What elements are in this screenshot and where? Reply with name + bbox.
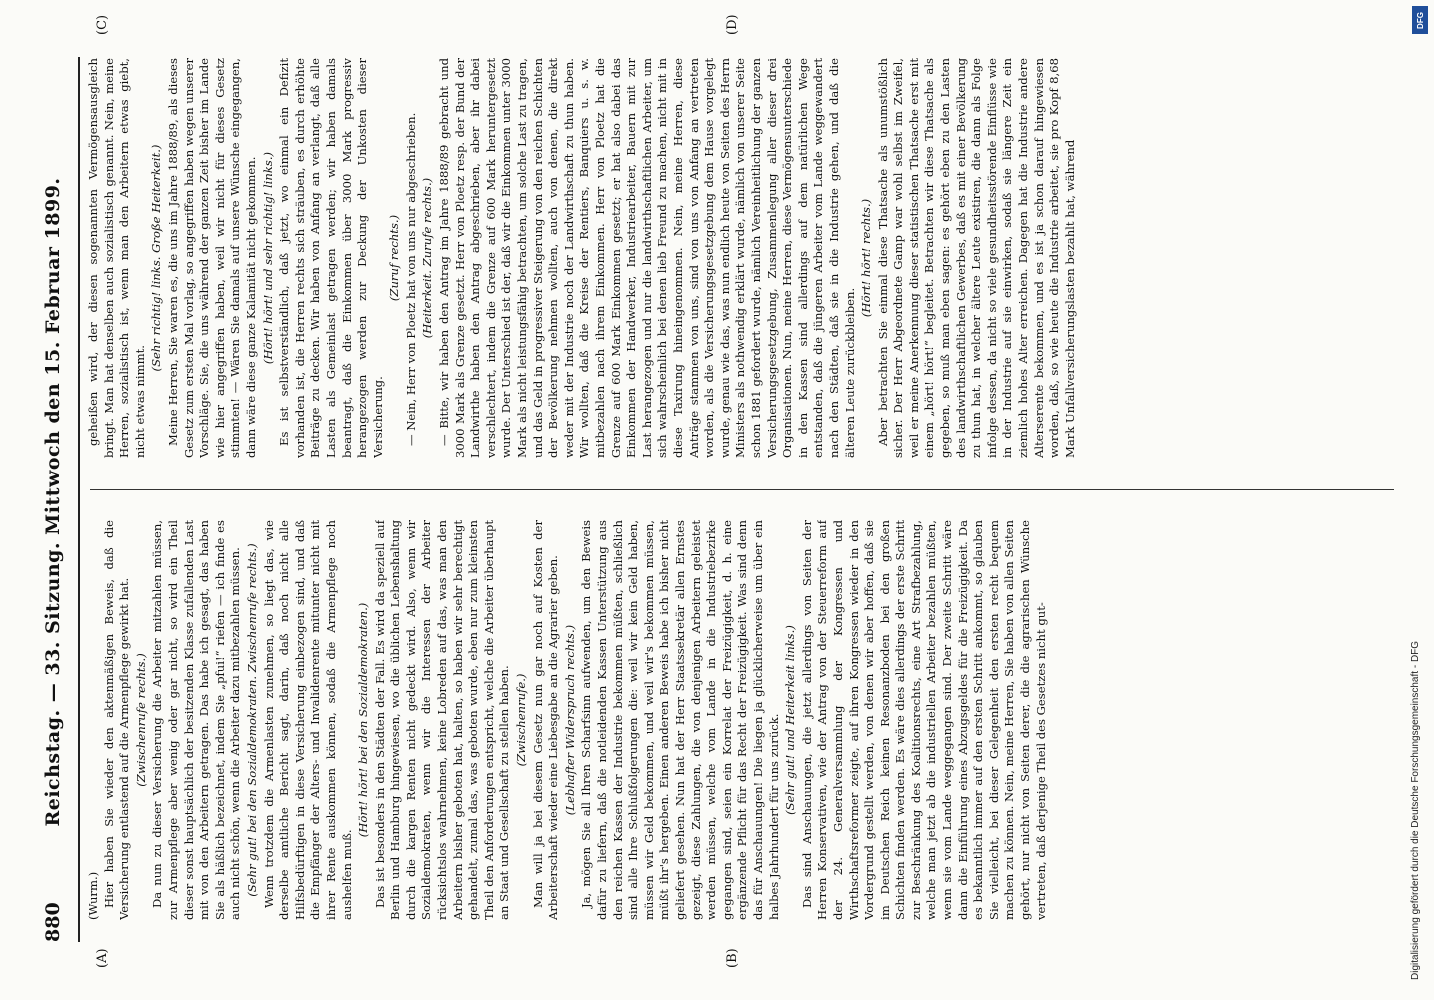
interjection: (Zuruf rechts.) [387, 214, 402, 302]
paragraph: — Nein, Herr von Ploetz hat von uns nur abgeschrieben. [403, 112, 418, 446]
paragraph: Das ist besonders in den Städten der Fall. Es wird da speziell auf Berlin und Hamburg hingewiesen, wo die üblichen Lebenshaltung durch die kargen Renten nicht gedeckt wird. Also, wenn wir Sozialdemokraten, wenn wir die Interessen der Arbeiter rücksichtslos wahrnehmen, keine Lobreden auf das, was man den Arbeitern bisher geboten hat, halten, so haben wir sehr berechtigt gehandelt, zumal das, was geboten wurde, eben nur zum kleinsten Theil den Anforderungen entspricht, welche die Arbeiter überhaupt an Staat und Gesellschaft zu stellen haben. [372, 520, 512, 920]
margin-marker-a: (A) [95, 948, 110, 968]
dfg-logo-text: DFG [1415, 11, 1425, 29]
paragraph: Hier haben Sie wieder den aktenmäßigen Beweis, daß die Versicherung entlastend auf die Armenpflege gewirkt hat. [101, 520, 132, 920]
right-column [86, 58, 1410, 458]
paragraph: Es ist selbstverständlich, daß jetzt, wo einmal ein Defizit vorhanden ist, die Herren rechts sich sträuben, es durch erhöhte Beiträge zu decken. Wir haben von Anfang an verlangt, daß alle Lasten als Gemeinlast getragen werden; wir haben damals beantragt, daß die Einkommen über 3000 Mark progressiv herangezogen werden zur Deckung der Unkosten dieser Versicherung. [277, 58, 385, 458]
interjection: (Heiterkeit. Zurufe rechts.) [420, 177, 435, 339]
paragraph: Wenn trotzdem die Armenlasten zunehmen, so liegt das, wie derselbe amtliche Bericht sagt, darin, daß noch nicht alle Hilfsbedürftigen in diese Versicherung einbezogen sind, und daß die Empfänger der Alters- und Invalidenrente mitunter nicht mit ihrer Rente auskommen können, sodaß die Armenpflege noch aushelfen muß. [261, 520, 354, 920]
column-divider [90, 489, 1394, 490]
interjection: (Sehr richtig! links. Große Heiterkeit.) [149, 144, 164, 372]
interjection: (Sehr gut! und Heiterkeit links.) [783, 625, 798, 815]
page-number: 880 [42, 902, 64, 942]
header-rule [78, 57, 80, 942]
paragraph: Das sind Anschauungen, die jetzt allerdings von Seiten der Herren Konservativen, wie der Antrag von der Steuerreform auf der 24. Generalversammlung der Kongressen und Wirthschaftsreformer zeigte, auf ihren Kongressen wieder in den Vordergrund gestellt werden, von denen wir aber hoffen, daß sie im Deutschen Reich keinen Resonanzboden bei den großen Schichten finden werden. Es wäre dies allerdings der erste Schritt zur Beschränkung des Koalitionsrechts, eine Art Strafbezahlung, welche man jetzt ab die industriellen Arbeiter bezahlen müßten, wenn sie vom Lande weggegangen sind. Der zweite Schritt wäre dann die Einführung eines Abzugsgeldes für die Freizügigkeit. Da es bekanntlich immer auf den ersten Schritt ankommt, so glauben Sie vielleicht, bei dieser Gelegenheit den ersten recht bequem machen zu können. Nein, meine Herren, Sie haben von allen Seiten gehört, nur nicht von Seiten derer, die die agrarischen Wünsche vertreten, daß derjenige Theil des Gesetzes nicht gut- [799, 520, 1048, 920]
left-column [86, 520, 1410, 920]
digitization-note [1406, 0, 1434, 1000]
interjection: (Zwischenrufe.) [514, 673, 529, 767]
margin-marker-c: (C) [95, 14, 110, 35]
running-head: Reichstag. — 33. Sitzung. Mittwoch den 15. Februar 1899. [42, 177, 64, 827]
speaker-name: (Wurm.) [86, 871, 100, 920]
dfg-logo [1412, 6, 1428, 34]
paragraph: Ja, mögen Sie all Ihren Scharfsinn aufwenden, um den Beweis dafür zu liefern, daß die notleidenden Kassen Unterstützung aus den reichen Kassen der Industrie bekommen müßten, schließlich sind alle Ihre Schlußfolgerungen die: weil wir kein Geld haben, müssen wir Geld bekommen, und weil wir's bekommen müssen, müßt ihr's hergeben. Einen anderen Beweis habe ich bisher nicht geliefert gesehen. Nun hat der Herr Staatssekretär allen Ernstes gezeigt, diese Zahlungen, die von denjenigen Arbeitern geleistet werden müssen, welche vom Lande in die Industriebezirke gegangen sind, seien ein Korrelat der Freizügigkeit, d. h. eine ergänzende Pflicht für das Recht der Freizügigkeit. Was sind denn das für Anschauungen! Die liegen ja glücklicherweise um über ein halbes Jahrhundert für uns zurück. [579, 520, 781, 920]
interjection: (Zwischenrufe rechts.) [133, 653, 148, 787]
margin-marker-b: (B) [725, 948, 740, 968]
paragraph: geheißen wird, der diesen sogenannten Vermögensausgleich bringt. Man hat denselben auch sozialistisch genannt. Nein, meine Herren, sozialistisch ist, wenn man den Arbeitern etwas giebt, nicht etwas nimmt. [86, 58, 147, 458]
paragraph: — Bitte, wir haben den Antrag im Jahre 1888/89 gebracht und 3000 Mark als Grenze gesetzt. Herr von Ploetz resp. der Bund der Landwirthe haben den Antrag abgeschrieben, aber ihr dabei verschlechtert, indem die Grenze auf 600 Mark heruntergesetzt wurde. Der Unterschied ist der, daß wir die Einkommen unter 3000 Mark als nicht leistungsfähig betrachten, um solche Last zu tragen, und das Geld in progressiver Steigerung von den reichen Schichten der Bevölkerung nehmen wollten, auch von denen, die direkt weder mit der Industrie noch der Landwirthschaft zu thun haben. Wir wollten, daß die Kreise der Rentiers, Banquiers u. s. w. mitbezahlen nach ihrem Einkommen. Herr von Ploetz hat die Grenze auf 600 Mark Einkommen gesetzt; er hat also dabei das Einkommen der Handwerker, Industriearbeiter, Bauern mit zur Last herangezogen und nur die landwirthschaftlichen Arbeiter, um sich wahrscheinlich bei denen lieb Freund zu machen, nicht mit in diese Taxirung hineingenommen. Nein, meine Herren, diese Anträge stammen von uns, sind von uns von Anfang an vertreten worden, als die Versicherungsgesetzgebung dem Hause vorgelegt wurde, genau wie das, was nun endlich heute von Seiten des Herrn Ministers als nothwendig erklärt wurde, nämlich von unserer Seite schon 1881 gefordert wurde, nämlich Vereinheitlichung der ganzen Versicherungsgesetzgebung, Zusammenlegung aller dieser drei Organisationen. Nun, meine Herren, diese Vermögensunterschiede in den Kassen sind allerdings auf dem natürlichen Wege entstanden, daß die jüngeren Arbeiter vom Lande weggewandert nach den Städten, daß sie in die Industrie gehen, und daß die älteren Leute zurückbleiben. [437, 58, 857, 458]
page-header [42, 62, 72, 942]
paragraph: Da nun zu dieser Versicherung die Arbeiter mitzahlen müssen, zur Armenpflege aber wenig oder gar nicht, so wird ein Theil dieser sonst hauptsächlich der besitzenden Klasse zufallenden Last mit von den Arbeitern getragen. Das habe ich gesagt, das haben Sie als häßlich bezeichnet, indem Sie „pfui!“ riefen — ich finde es auch nicht schön, wenn die Arbeiter dazu mitbezahlen müssen. [150, 520, 243, 920]
margin-marker-d: (D) [725, 14, 740, 35]
interjection: (Hört! hört! und sehr richtig! links.) [260, 151, 275, 365]
paragraph: Meine Herren, Sie waren es, die uns im Jahre 1888/89, als dieses Gesetz zum ersten Mal vorlag, so angegriffen haben wegen unserer Vorschläge. Sie, die uns während der ganzen Zeit bisher im Lande wie hier angegriffen haben, weil wir nicht für dieses Gesetz stimmten! — Wären Sie damals auf unsere Wünsche eingegangen, dann wäre diese ganze Kalamität nicht gekommen. [165, 58, 258, 458]
paragraph: Man will ja bei diesem Gesetz nun gar noch auf Kosten der Arbeiterschaft wieder eine Liebesgabe an die Agrarier geben. [530, 520, 561, 920]
paragraph: Aber betrachten Sie einmal diese Thatsache als unumstößlich sicher. Der Herr Abgeordnete Gamp war wohl selbst im Zweifel, weil er meine Anerkennung dieser statistischen Thatsache erst mit einem „hört! hört!“ begleitet. Betrachten wir diese Thatsache als gegeben, so muß man eben sagen: es gehört eben zu den Lasten des landwirthschaftlichen Gewerbes, daß es mit einer Bevölkerung zu thun hat, in welcher ältere Leute existiren, die dann als Folge infolge dessen, da nicht so viele gesundheitsstörende Einflüsse wie in der Industrie auf sie einwirken, sodaß sie längere Zeit ein ziemlich hohes Alter erreichen. Dagegen hat die Industrie andere Alterserente bekommen, und es ist ja schon darauf hingewiesen worden, daß, so wie heute die Industrie arbeitet, sie pro Kopf 8,68 Mark Unfallversicherungslasten bezahlt hat, während [875, 58, 1077, 458]
digitization-text: Digitalisierung gefördert durch die Deutsche Forschungsgemeinschaft - DFG [1410, 640, 1421, 980]
interjection: (Hört! hört! bei den Sozialdemokraten.) [356, 602, 371, 838]
interjection: (Sehr gut! bei den Sozialdemokraten. Zwischenrufe rechts.) [244, 543, 259, 897]
interjection: (Lebhafter Widerspruch rechts.) [562, 624, 577, 816]
interjection: (Hört! hört! rechts.) [859, 198, 874, 318]
